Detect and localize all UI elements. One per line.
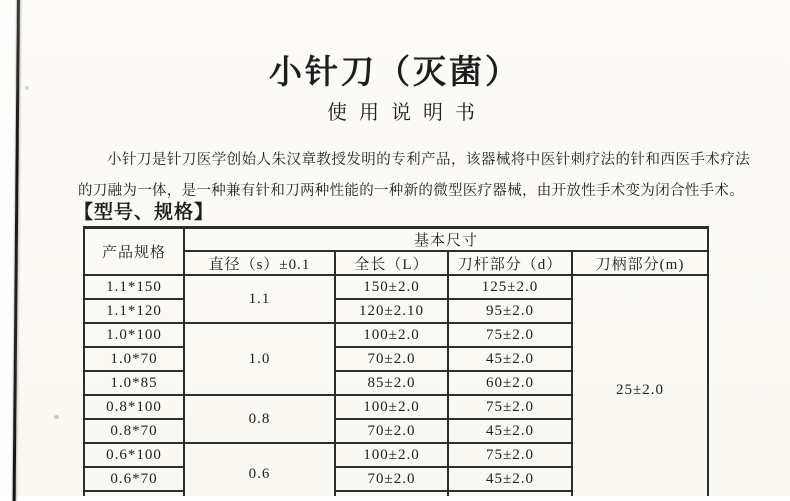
spec-cell: 1.0*70 <box>84 347 184 371</box>
spec-cell <box>84 491 184 496</box>
length-cell: 120±2.10 <box>335 299 448 323</box>
page-subtitle: 使用说明书 <box>327 102 487 124</box>
blade-cell: 75±2.0 <box>448 443 572 467</box>
spec-row <box>84 275 708 299</box>
spec-cell: 0.8*70 <box>84 419 184 443</box>
blade-cell: 95±2.0 <box>448 299 572 323</box>
section-heading-model-spec: 【型号、规格】 <box>74 202 215 223</box>
spec-cell: 0.8*100 <box>84 395 184 419</box>
diameter-cell: 0.6 <box>184 443 335 496</box>
header-diameter: 直径（s）±0.1 <box>184 251 335 275</box>
length-cell: 100±2.0 <box>335 443 448 467</box>
header-basic-dimensions: 基本尺寸 <box>184 228 708 252</box>
spec-cell: 0.6*70 <box>84 467 184 491</box>
blade-cell: 125±2.0 <box>448 275 572 299</box>
spec-cell: 0.6*100 <box>84 443 184 467</box>
blade-cell: 75±2.0 <box>448 395 572 419</box>
length-cell: 100±2.0 <box>335 395 448 419</box>
length-cell: 70±2.0 <box>335 467 448 491</box>
spec-table-container <box>83 226 711 496</box>
length-cell <box>335 491 448 496</box>
blade-cell <box>448 491 572 496</box>
blade-cell: 45±2.0 <box>448 467 572 491</box>
spec-cell: 1.0*85 <box>84 371 184 395</box>
spec-cell: 1.0*100 <box>84 323 184 347</box>
handle-cell: 25±2.0 <box>572 275 708 496</box>
diameter-cell: 0.8 <box>184 395 335 443</box>
spec-cell: 1.1*120 <box>84 299 184 323</box>
diameter-cell: 1.1 <box>184 275 335 323</box>
length-cell: 85±2.0 <box>335 371 448 395</box>
header-blade-shaft: 刀杆部分（d） <box>448 251 572 275</box>
length-cell: 100±2.0 <box>335 323 448 347</box>
spec-table <box>83 226 709 496</box>
header-product-spec: 产品规格 <box>84 228 184 276</box>
blade-cell: 45±2.0 <box>448 347 572 371</box>
length-cell: 70±2.0 <box>335 419 448 443</box>
spec-cell: 1.1*150 <box>84 275 184 299</box>
header-total-length: 全长（L） <box>335 251 448 275</box>
scan-speck <box>54 415 59 419</box>
header-handle: 刀柄部分(m) <box>572 251 708 275</box>
intro-paragraph: 小针刀是针刀医学创始人朱汉章教授发明的专利产品，该器械将中医针刺疗法的针和西医手术疗法的刀融为一体，是一种兼有针和刀两种性能的一种新的微型医疗器械，由开放性手术变为闭合性手术。 <box>78 152 750 199</box>
blade-cell: 60±2.0 <box>448 371 572 395</box>
blade-cell: 45±2.0 <box>448 419 572 443</box>
blade-cell: 75±2.0 <box>448 323 572 347</box>
diameter-cell: 1.0 <box>184 323 335 395</box>
length-cell: 70±2.0 <box>335 347 448 371</box>
page-title: 小针刀（灭菌） <box>269 55 521 91</box>
length-cell: 150±2.0 <box>335 275 448 299</box>
